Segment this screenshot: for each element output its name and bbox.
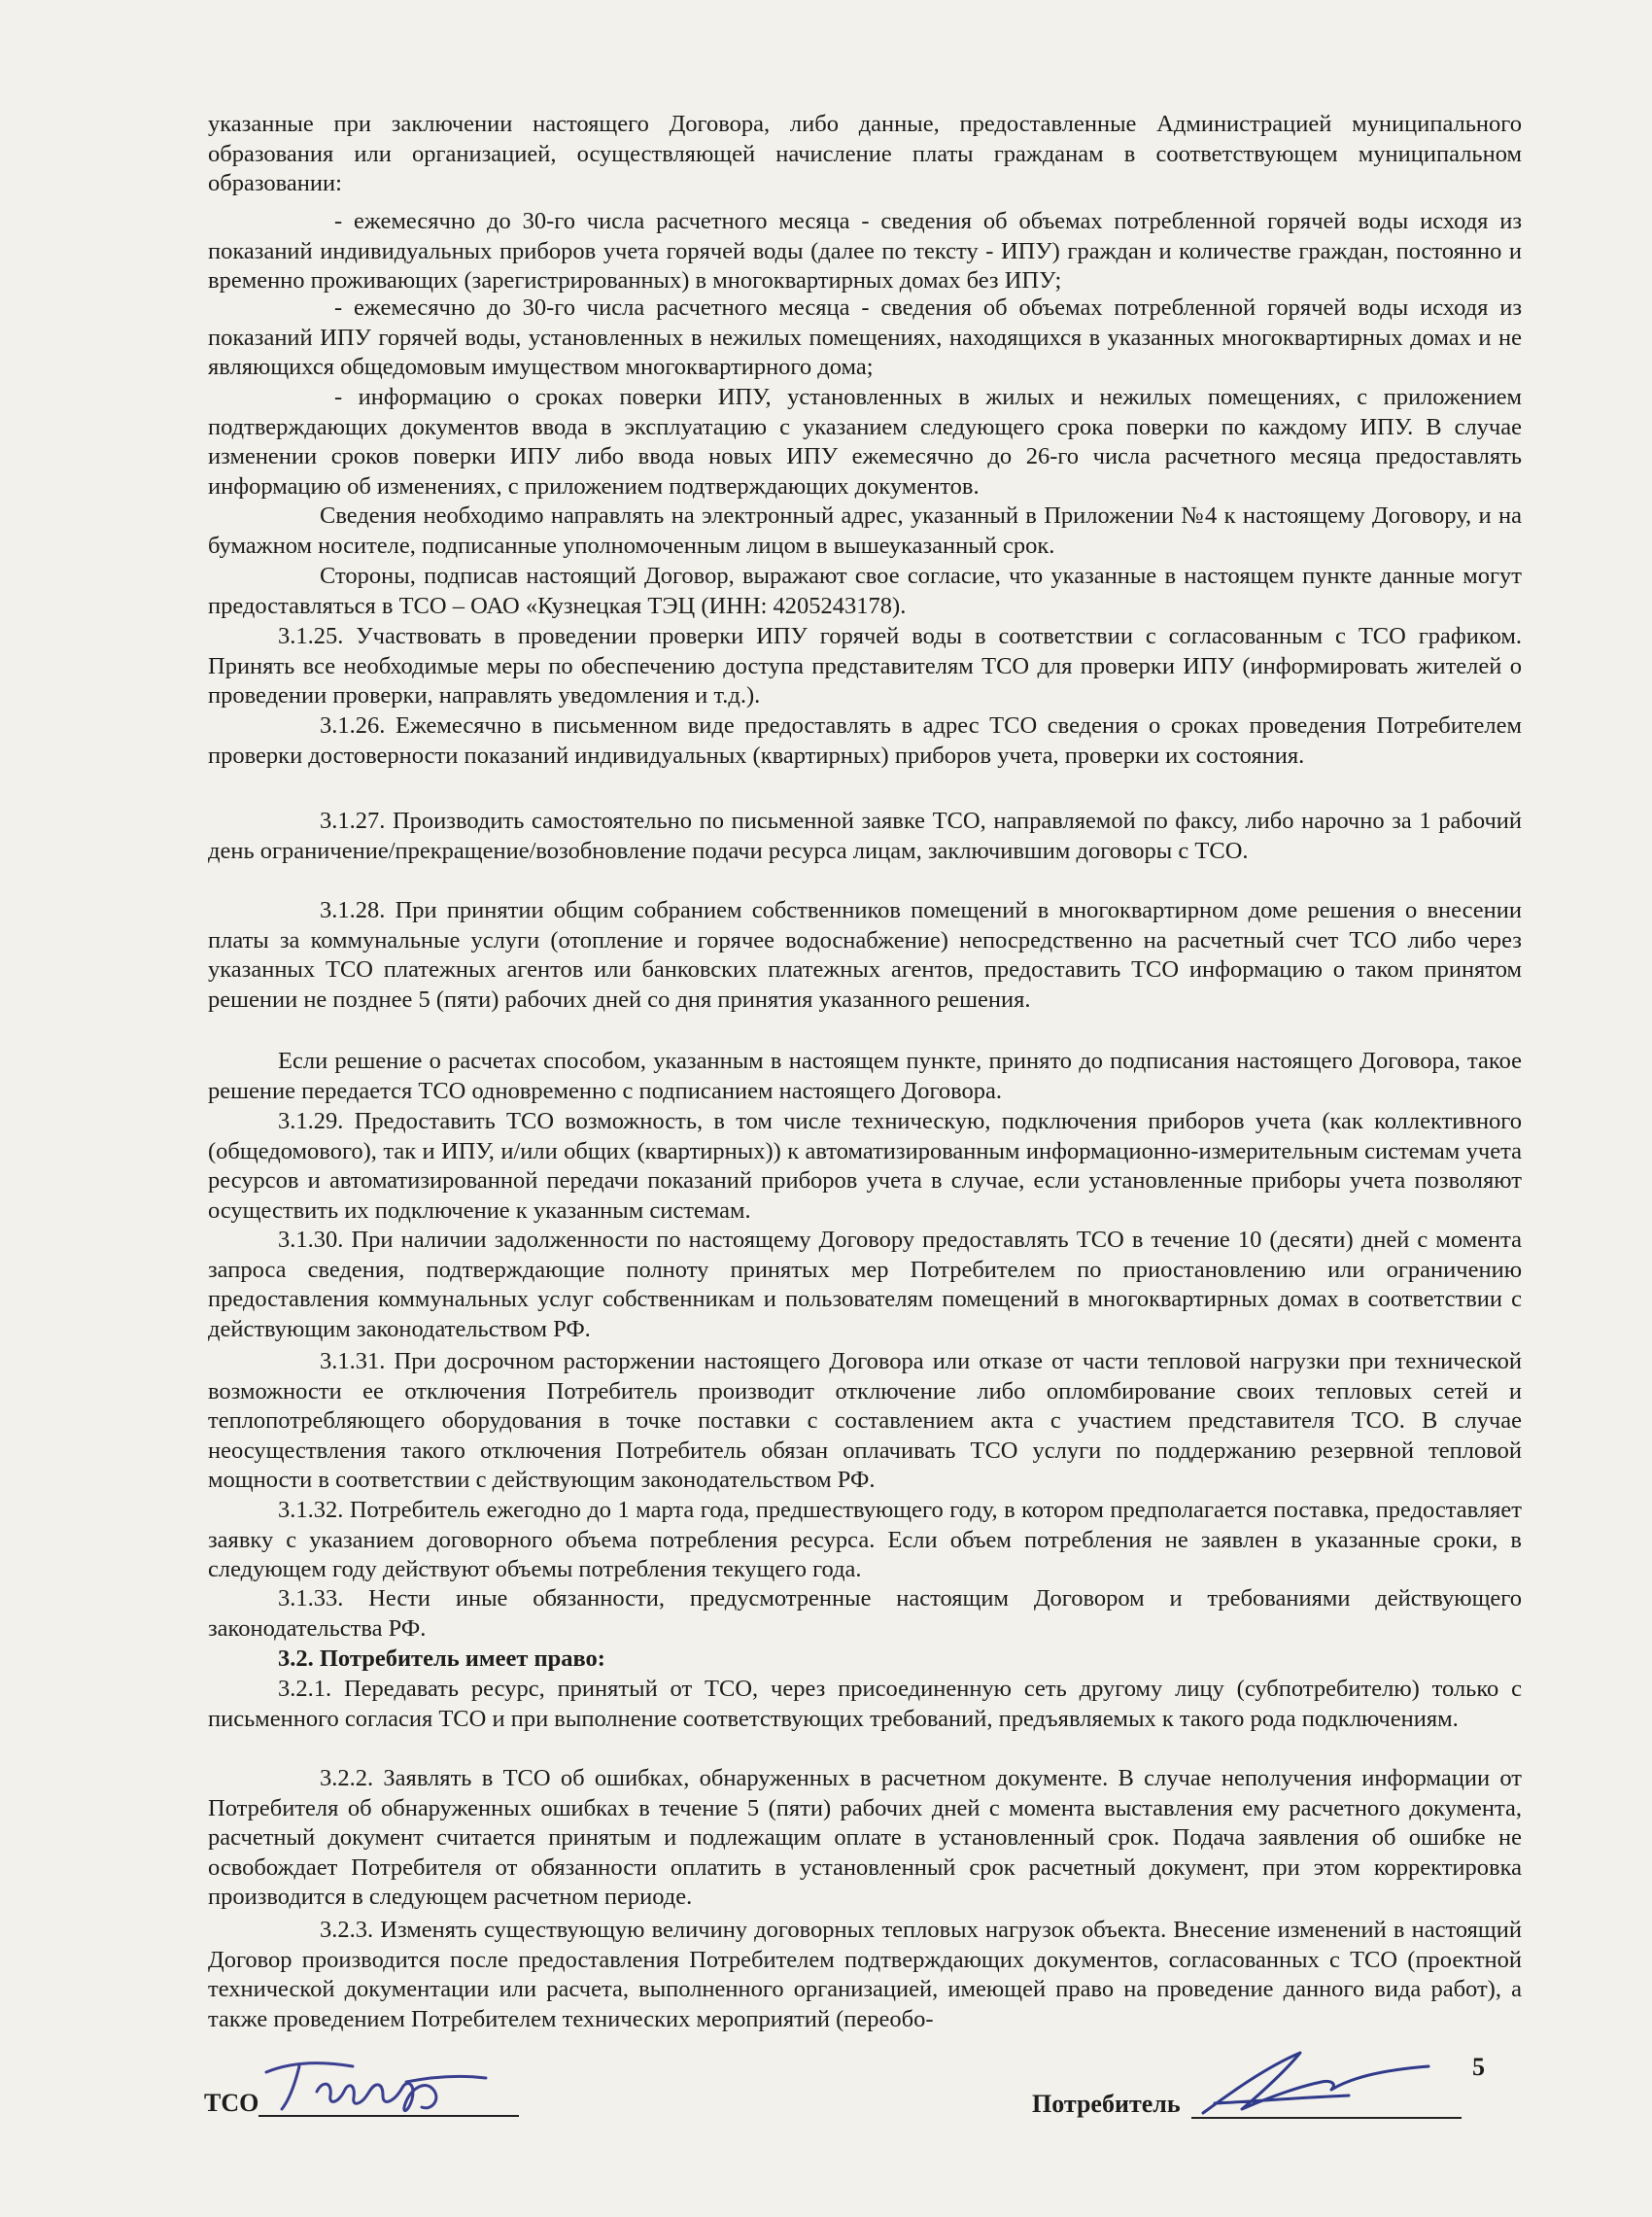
clause-3-1-25: 3.1.25. Участвовать в проведении проверки ИПУ горячей воды в соответствии с согласованным с ТСО графиком. Принять все необходимые меры по обеспечению доступа представителям ТСО для проверки ИПУ (информировать жителей о проведении проверки, направлять уведомления и т.д.). [208, 623, 1522, 710]
clause-3-1-33: 3.1.33. Нести иные обязанности, предусмотренные настоящим Договором и требованиями действующего законодательства РФ. [208, 1585, 1522, 1642]
clause-3-2-3: 3.2.3. Изменять существующую величину договорных тепловых нагрузок объекта. Внесение изменений в настоящий Договор производится после предоставления Потребителем подтверждающих документов, согласованных с ТСО (проектной технической документации или расчета, выполненного организацией, имеющей право на проведение данного вида работ), а также проведением Потребителем технических мероприятий (переобо- [208, 1917, 1522, 2032]
paragraph-hot-water-volumes-ipu: - ежемесячно до 30-го числа расчетного месяца - сведения об объемах потребленной горячей воды исходя из показаний индивидуальных приборов учета горячей воды (далее по тексту - ИПУ) граждан и количестве граждан, постоянно и временно проживающих (зарегистрированных) в многоквартирных домах без ИПУ; [208, 208, 1522, 294]
clause-3-1-27: 3.1.27. Производить самостоятельно по письменной заявке ТСО, направляемой по факсу, либо нарочно за 1 рабочий день ограничение/прекращение/возобновление подачи ресурса лицам, заключившим договоры с ТСО. [208, 808, 1522, 864]
clause-3-1-26: 3.1.26. Ежемесячно в письменном виде предоставлять в адрес ТСО сведения о сроках проведения Потребителем проверки достоверности показаний индивидуальных (квартирных) приборов учета, проверки их состояния. [208, 712, 1522, 769]
paragraph-consent: Стороны, подписав настоящий Договор, выражают свое согласие, что указанные в настоящем пункте данные могут предоставляться в ТСО – ОАО «Кузнецкая ТЭЦ (ИНН: 4205243178). [208, 563, 1522, 619]
paragraph-verification-dates: - информацию о сроках поверки ИПУ, установленных в жилых и нежилых помещениях, с приложением подтверждающих документов ввода в эксплуатацию с указанием следующего срока поверки по каждому ИПУ. В случае изменении сроков поверки ИПУ либо ввода новых ИПУ ежемесячно до 26-го числа расчетного месяца предоставлять информацию об изменениях, с приложением подтверждающих документов. [208, 384, 1522, 500]
clause-3-2-1: 3.2.1. Передавать ресурс, принятый от ТСО, через присоединенную сеть другому лицу (субпотребителю) только с письменного согласия ТСО и при выполнение соответствующих требований, предъявляемых к такого рода подключениям. [208, 1676, 1522, 1732]
paragraph-hot-water-nonresidential: - ежемесячно до 30-го числа расчетного месяца - сведения об объемах потребленной горячей воды исходя из показаний ИПУ горячей воды, установленных в нежилых помещениях, находящихся в указанных многоквартирных домах и не являющихся общедомовым имуществом многоквартирного дома; [208, 294, 1522, 381]
clause-3-1-31: 3.1.31. При досрочном расторжении настоящего Договора или отказе от части тепловой нагрузки при технической возможности ее отключения Потребитель производит отключение либо опломбирование своих тепловых сетей и теплопотребляющего оборудования в точке поставки с составлением акта с участием представителя ТСО. В случае неосуществления такого отключения Потребитель обязан оплачивать ТСО услуги по поддержанию резервной тепловой мощности в соответствии с действующим законодательством РФ. [208, 1348, 1522, 1494]
tso-signature-label: ТСО [204, 2089, 259, 2117]
consumer-signature-label: Потребитель [1032, 2090, 1181, 2118]
clause-3-1-30: 3.1.30. При наличии задолженности по настоящему Договору предоставлять ТСО в течение 10 (десяти) дней с момента запроса сведения, подтверждающие полноту принятых мер Потребителем по приостановлению или ограничению предоставления коммунальных услуг собственникам и пользователям помещений в многоквартирных домах в соответствии с действующим законодательством РФ. [208, 1227, 1522, 1342]
section-3-2-heading: 3.2. Потребитель имеет право: [278, 1645, 605, 1672]
clause-3-1-29: 3.1.29. Предоставить ТСО возможность, в том числе техническую, подключения приборов учета (как коллективного (общедомового), так и ИПУ, и/или общих (квартирных)) к автоматизированным информационно-измерительным системам учета ресурсов и автоматизированной передачи показаний приборов учета в случае, если установленные приборы учета позволяют осуществить их подключение к указанным системам. [208, 1108, 1522, 1224]
consumer-signature-image [1186, 2039, 1438, 2127]
clause-3-2-2: 3.2.2. Заявлять в ТСО об ошибках, обнаруженных в расчетном документе. В случае неполучения информации от Потребителя об обнаруженных ошибках в течение 5 (пяти) рабочих дней с момента выставления ему расчетного документа, расчетный документ считается принятым и подлежащим оплате в установленный срок. Подача заявления об ошибке не освобождает Потребителя от обязанности оплатить в установленный срок расчетный документ, при этом корректировка производится в следующем расчетном периоде. [208, 1765, 1522, 1911]
clause-3-1-32: 3.1.32. Потребитель ежегодно до 1 марта года, предшествующего году, в котором предполагается поставка, предоставляет заявку с указанием договорного объема потребления ресурса. Если объем потребления не заявлен в указанные сроки, в следующем году действуют объемы потребления текущего года. [208, 1497, 1522, 1583]
paragraph-payment-decision: Если решение о расчетах способом, указанным в настоящем пункте, принято до подписания настоящего Договора, такое решение передается ТСО одновременно с подписанием настоящего Договора. [208, 1048, 1522, 1104]
clause-3-1-28: 3.1.28. При принятии общим собранием собственников помещений в многоквартирном доме решения о внесении платы за коммунальные услуги (отопление и горячее водоснабжение) непосредственно на расчетный счет ТСО либо через указанных ТСО платежных агентов или банковских платежных агентов, предоставить ТСО информацию о таком принятом решении не позднее 5 (пяти) рабочих дней со дня принятия указанного решения. [208, 897, 1522, 1013]
page-number: 5 [1472, 2053, 1485, 2081]
paragraph-intro: указанные при заключении настоящего Договора, либо данные, предоставленные Администрацией муниципального образования или организацией, осуществляющей начисление платы гражданам в соответствующем муниципальном образовании: [208, 111, 1522, 197]
tso-signature-image [260, 2053, 513, 2121]
paragraph-info-delivery: Сведения необходимо направлять на электронный адрес, указанный в Приложении №4 к настоящему Договору, и на бумажном носителе, подписанные уполномоченным лицом в вышеуказанный срок. [208, 502, 1522, 559]
